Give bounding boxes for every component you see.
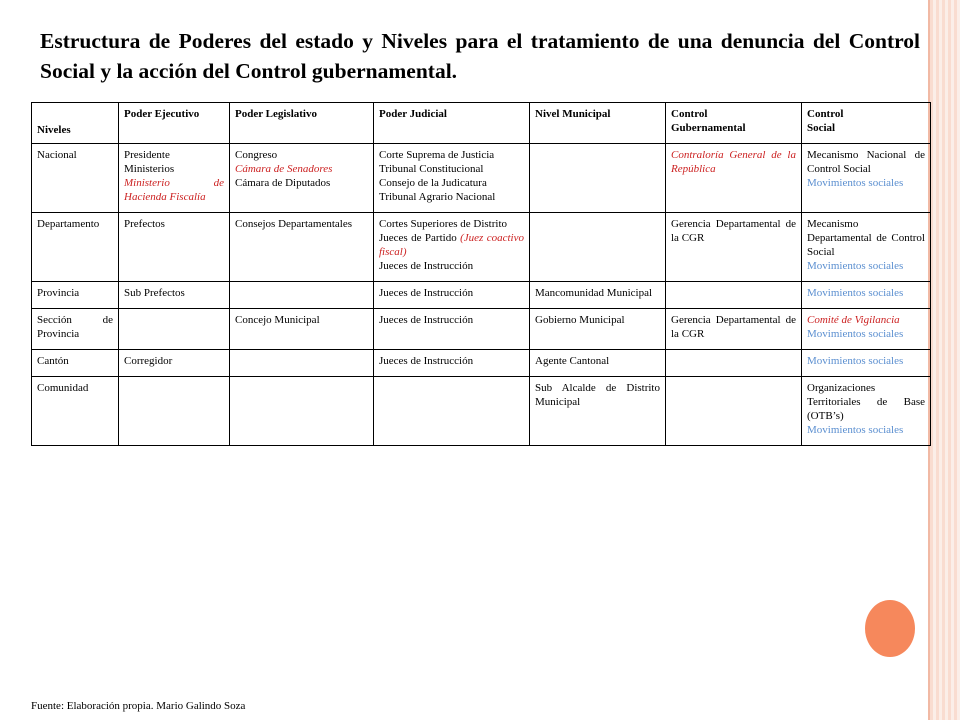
cell-text: Tribunal Agrario Nacional [379, 191, 496, 203]
table-body [32, 144, 931, 446]
cell-text: Consejos Departamentales [235, 218, 352, 230]
table-row [32, 377, 931, 446]
table-cell [802, 213, 931, 282]
cell-text-highlight: (Juez coactivo fiscal) [379, 232, 524, 258]
table-cell [374, 309, 530, 350]
table-cell [119, 213, 230, 282]
column-header-label: Control [807, 108, 844, 120]
table-row [32, 213, 931, 282]
level-cell [32, 350, 119, 377]
table-cell [374, 282, 530, 309]
table-cell [802, 350, 931, 377]
level-cell [32, 282, 119, 309]
cell-text: Gerencia Departamental de la CGR [671, 218, 796, 244]
cell-text: Corte Suprema de Justicia [379, 149, 495, 161]
social-movements-text: Movimientos sociales [807, 355, 904, 367]
cell-text: Ministerios [124, 163, 175, 175]
table-cell [666, 282, 802, 309]
cell-text: Jueces de Instrucción [379, 355, 474, 367]
table-cell [119, 309, 230, 350]
cell-text: Mancomunidad Municipal [535, 287, 653, 299]
table-cell [530, 213, 666, 282]
table-row [32, 144, 931, 213]
decorative-side-stripes [930, 0, 960, 720]
column-header-label: Poder Legislativo [235, 108, 317, 120]
cell-text: Cortes Superiores de Distrito [379, 218, 508, 230]
cell-text: Jueces de Instrucción [379, 287, 474, 299]
decorative-orange-circle [865, 600, 915, 657]
column-header [32, 103, 119, 144]
table-cell [374, 377, 530, 446]
cell-text [379, 231, 524, 259]
level-cell [32, 213, 119, 282]
column-header-label: Poder Judicial [379, 108, 447, 120]
column-header-label: Poder Ejecutivo [124, 108, 200, 120]
column-header [374, 103, 530, 144]
table-cell [230, 282, 374, 309]
cell-text: Gobierno Municipal [535, 314, 625, 326]
cell-text: Concejo Municipal [235, 314, 320, 326]
table-row [32, 282, 931, 309]
cell-text: Jueces de Instrucción [379, 260, 474, 272]
cell-text: Corregidor [124, 355, 173, 367]
cell-text: Departamento [37, 218, 100, 230]
table-cell [802, 377, 931, 446]
source-footnote: Fuente: Elaboración propia. Mario Galindo Soza [31, 700, 246, 712]
level-cell [32, 309, 119, 350]
column-header [119, 103, 230, 144]
column-header-label: Niveles [37, 124, 71, 136]
column-header-label: Nivel Municipal [535, 108, 611, 120]
table-cell [119, 144, 230, 213]
table-cell [666, 309, 802, 350]
social-movements-text: Movimientos sociales [807, 328, 904, 340]
column-header [666, 103, 802, 144]
cell-text-part: Jueces de Partido [379, 232, 461, 244]
table-cell [802, 144, 931, 213]
social-movements-text: Movimientos sociales [807, 260, 904, 272]
level-cell [32, 144, 119, 213]
column-header-label: Gubernamental [671, 122, 746, 134]
table-cell [119, 282, 230, 309]
table-cell [374, 144, 530, 213]
table-cell [230, 309, 374, 350]
column-header-label: Control [671, 108, 708, 120]
powers-levels-table [31, 102, 931, 446]
highlighted-entity: Contraloría General de la República [671, 149, 796, 175]
table-cell [666, 350, 802, 377]
cell-text: Tribunal Constitucional [379, 163, 484, 175]
cell-text: Prefectos [124, 218, 165, 230]
table-cell [374, 213, 530, 282]
highlighted-entity: Ministerio de Hacienda Fiscalía [124, 177, 224, 203]
table-cell [666, 144, 802, 213]
cell-text: Sección de Provincia [37, 314, 113, 340]
cell-text: Cámara de Diputados [235, 177, 331, 189]
page-title: Estructura de Poderes del estado y Niveles para el tratamiento de una denuncia del Control Social y la acción del Control gubernamental. [40, 29, 920, 83]
highlighted-entity: Cámara de Senadores [235, 163, 333, 175]
column-header-label: Social [807, 122, 836, 134]
cell-text: Sub Prefectos [124, 287, 185, 299]
cell-text: Jueces de Instrucción [379, 314, 474, 326]
cell-text: Agente Cantonal [535, 355, 610, 367]
table-cell [530, 377, 666, 446]
cell-text: Organizaciones Territoriales de Base (OTB’s) [807, 382, 925, 422]
column-header [230, 103, 374, 144]
table-cell [230, 144, 374, 213]
table-header-row [32, 103, 931, 144]
cell-text: Comunidad [37, 382, 89, 394]
table-cell [230, 213, 374, 282]
social-movements-text: Movimientos sociales [807, 424, 904, 436]
cell-text: Nacional [37, 149, 77, 161]
social-movements-text: Movimientos sociales [807, 287, 904, 299]
social-movements-text: Movimientos sociales [807, 177, 904, 189]
table-cell [802, 309, 931, 350]
column-header [530, 103, 666, 144]
table-cell [230, 350, 374, 377]
table-cell [802, 282, 931, 309]
table-row [32, 350, 931, 377]
table-row [32, 309, 931, 350]
cell-text: Sub Alcalde de Distrito Municipal [535, 382, 660, 408]
table-cell [374, 350, 530, 377]
level-cell [32, 377, 119, 446]
table-cell [119, 377, 230, 446]
cell-text: Congreso [235, 149, 278, 161]
cell-text: Mecanismo Nacional de Control Social [807, 149, 925, 175]
cell-text: Presidente [124, 149, 170, 161]
table-cell [530, 144, 666, 213]
table-cell [530, 282, 666, 309]
table-cell [119, 350, 230, 377]
highlighted-entity: Comité de Vigilancia [807, 314, 900, 326]
table-cell [530, 350, 666, 377]
table-cell [230, 377, 374, 446]
table-cell [666, 377, 802, 446]
cell-text: Cantón [37, 355, 69, 367]
cell-text: Mecanismo Departamental de Control Social [807, 218, 925, 258]
cell-text: Consejo de la Judicatura [379, 177, 487, 189]
table-cell [530, 309, 666, 350]
cell-text: Gerencia Departamental de la CGR [671, 314, 796, 340]
table-cell [666, 213, 802, 282]
cell-text: Provincia [37, 287, 80, 299]
column-header [802, 103, 931, 144]
